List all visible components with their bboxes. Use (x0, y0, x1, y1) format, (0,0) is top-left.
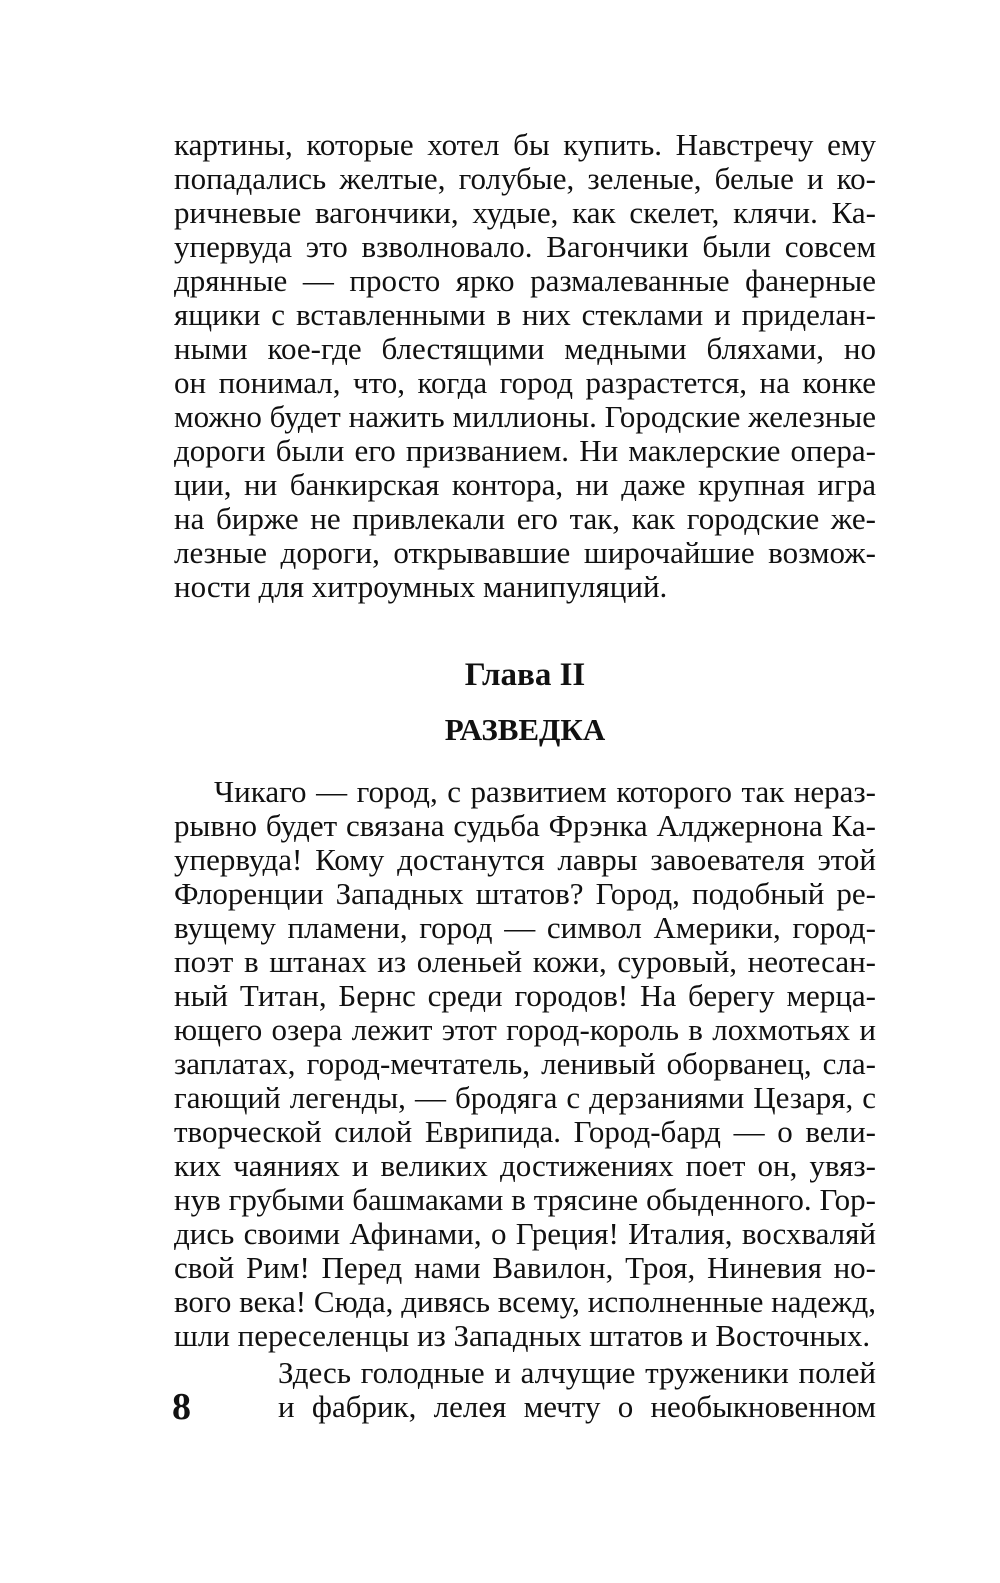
text-line: картины, которые хотел бы купить. Навстречу ему (174, 127, 876, 162)
text-line: дороги были его призванием. Ни маклерские опера- (174, 433, 876, 468)
text-line: на бирже не привлекали его так, как городские же- (174, 501, 876, 536)
text-line: упервуда! Кому достанутся лавры завоевателя этой (174, 842, 876, 877)
text-line: вущему пламени, город — символ Америки, город- (174, 910, 876, 945)
chapter-label: Глава II (464, 657, 586, 693)
text-line: поэт в штанах из оленьей кожи, суровый, неотесан- (174, 944, 876, 979)
text-line: ричневые вагончики, худые, как скелет, клячи. Ка- (174, 195, 876, 230)
page-number: 8 (172, 1386, 191, 1428)
text-line: шли переселенцы из Западных штатов и Восточных. (174, 1318, 871, 1353)
chapter-title: РАЗВЕДКА (444, 712, 606, 747)
text-line: ный Титан, Бернс среди городов! На берегу мерца- (174, 978, 876, 1013)
text-line: Здесь голодные и алчущие труженики полей (278, 1355, 876, 1390)
text-line: ких чаяниях и великих достижениях поет он, увяз- (174, 1148, 876, 1183)
text-line: можно будет нажить миллионы. Городские железные (174, 399, 876, 434)
text-line: попадались желтые, голубые, зеленые, белые и ко- (174, 161, 876, 196)
text-line: свой Рим! Перед нами Вавилон, Троя, Ниневия но- (174, 1250, 876, 1285)
text-line: лезные дороги, открывавшие широчайшие возмож- (174, 535, 876, 570)
text-line: гающий легенды, — бродяга с дерзаниями Цезаря, с (174, 1080, 876, 1115)
text-line: Флоренции Западных штатов? Город, подобный ре- (174, 876, 876, 911)
text-line: он понимал, что, когда город разрастется, на конке (174, 365, 876, 400)
text-line: упервуда это взволновало. Вагончики были совсем (174, 229, 876, 264)
text-line: Чикаго — город, с развитием которого так нераз- (214, 774, 876, 809)
text-line: творческой силой Еврипида. Город-бард — о вели- (174, 1114, 876, 1149)
text-line: дрянные — просто ярко размалеванные фанерные (174, 263, 876, 298)
text-line: ными кое-где блестящими медными бляхами, но (174, 331, 876, 366)
text-line: заплатах, город-мечтатель, ленивый оборванец, сла- (174, 1046, 876, 1081)
text-line: ции, ни банкирская контора, ни даже крупная игра (174, 467, 876, 502)
text-line: ющего озера лежит этот город-король в лохмотьях и (174, 1012, 876, 1047)
text-line: и фабрик, лелея мечту о необыкновенном (278, 1389, 876, 1424)
text-line: дись своими Афинами, о Греция! Италия, восхваляй (174, 1216, 876, 1251)
text-line: нув грубыми башмаками в трясине обыденного. Гор- (174, 1182, 876, 1217)
text-line: вого века! Сюда, дивясь всему, исполненные надежд, (174, 1284, 876, 1319)
text-line: ящики с вставленными в них стеклами и приделан- (174, 297, 876, 332)
text-line: рывно будет связана судьба Фрэнка Алджернона Ка- (174, 808, 876, 843)
text-line: ности для хитроумных манипуляций. (174, 569, 668, 604)
